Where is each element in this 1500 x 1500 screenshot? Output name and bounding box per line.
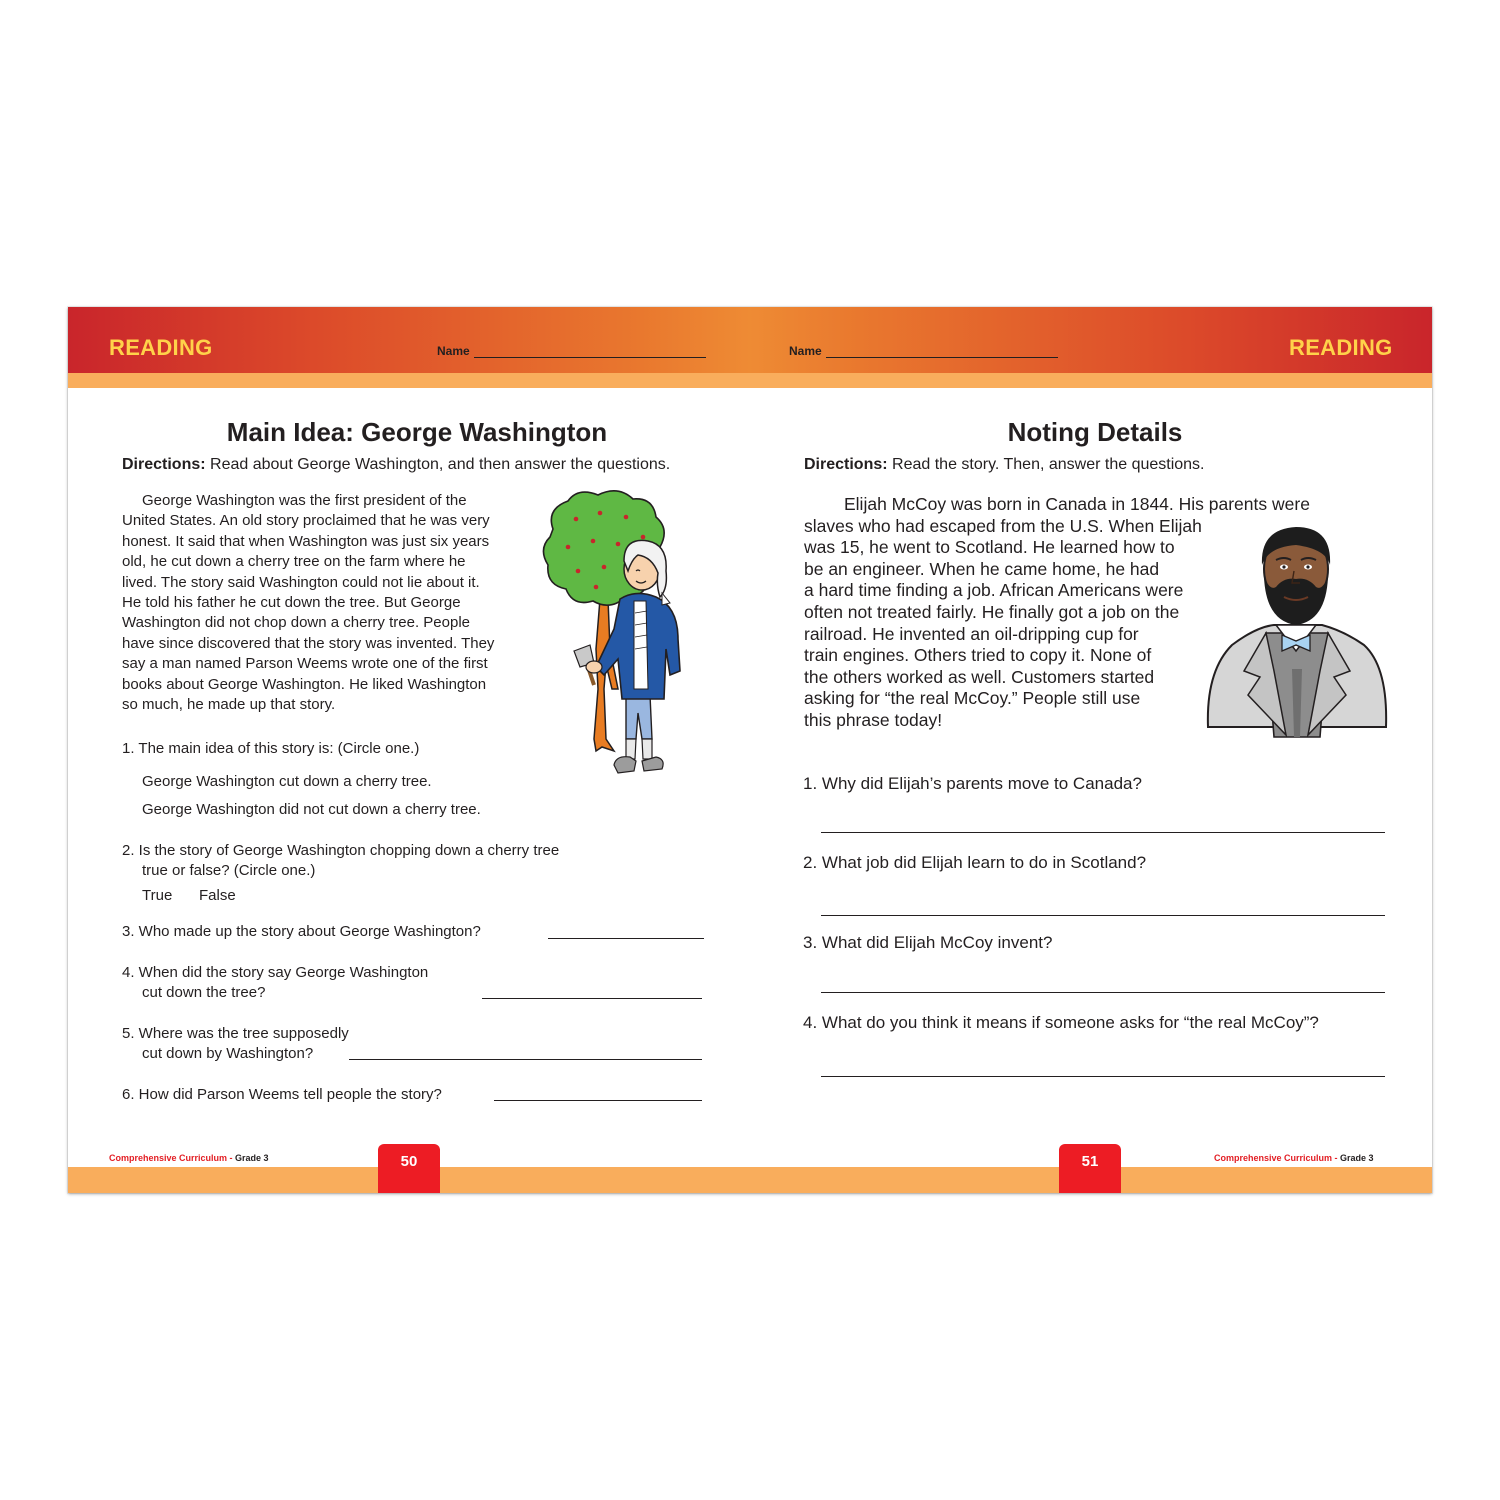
answer-line[interactable] [821,992,1385,993]
footer-left: Comprehensive Curriculum - Grade 3 [109,1153,269,1163]
answer-option[interactable]: George Washington cut down a cherry tree. [142,773,432,790]
directions-text: Read about George Washington, and then answer the questions. [205,456,671,473]
section-label-left: READING [109,335,213,360]
directions-text: Read the story. Then, answer the questions. [887,456,1205,473]
answer-option-false[interactable]: False [199,887,236,904]
name-field-left[interactable] [437,344,706,358]
answer-line[interactable] [821,915,1385,916]
name-field-right[interactable] [789,344,1058,358]
answer-line[interactable] [821,832,1385,833]
answer-line[interactable] [482,998,702,999]
passage-line: He told his father he cut down the tree. But George [122,594,461,612]
passage-line: honest. It said that when Washington was just six years [122,532,490,550]
mccoy-question-1: 1. Why did Elijah’s parents move to Canada? [803,774,1142,793]
page-number-tab-51: 51 [1059,1144,1121,1193]
question-2-continued: true or false? (Circle one.) [142,862,316,879]
question-3: 3. Who made up the story about George Washington? [122,923,481,940]
washington-passage [122,491,542,715]
passage-line: George Washington was the first president of the [142,492,467,509]
question-1: 1. The main idea of this story is: (Circle one.) [122,740,420,757]
mccoy-question-3: 3. What did Elijah McCoy invent? [803,933,1053,952]
name-label: Name [789,344,822,358]
passage-line: often not treated fairly. He finally got a job on the [804,601,1180,622]
workbook-spread [68,307,1432,1193]
page-number-tab-50: 50 [378,1144,440,1193]
passage-line: so much, he made up that story. [122,696,336,714]
passage-line: railroad. He invented an oil-dripping cup for [804,623,1139,644]
passage-line: be an engineer. When he came home, he had [804,558,1160,579]
answer-option-true[interactable]: True [142,887,173,904]
george-washington-cherry-tree-illustration [538,489,718,781]
passage-line: Elijah McCoy was born in Canada in 1844. His parents were [844,494,1310,514]
passage-line: books about George Washington. He liked Washington [122,675,487,693]
question-4-continued: cut down the tree? [142,984,266,1001]
passage-line: lived. The story said Washington could not lie about it. [122,573,480,591]
question-4: 4. When did the story say George Washington [122,964,429,981]
question-5: 5. Where was the tree supposedly [122,1025,349,1042]
passage-line: Washington did not chop down a cherry tree. People [122,614,470,632]
right-directions [804,456,1205,474]
name-line [826,348,1058,358]
passage-line: slaves who had escaped from the U.S. When Elijah [804,515,1202,536]
right-page-title: Noting Details [1007,417,1183,447]
footer-stripe [68,1167,1432,1193]
passage-line: a hard time finding a job. African Americans were [804,580,1184,601]
passage-line: United States. An old story proclaimed that he was very [122,512,490,530]
question-6: 6. How did Parson Weems tell people the story? [122,1086,442,1103]
passage-line: say a man named Parson Weems wrote one of the first [122,655,488,673]
left-directions [122,456,670,474]
footer-right: Comprehensive Curriculum - Grade 3 [1214,1153,1374,1163]
header-stripe [68,373,1432,388]
question-5-continued: cut down by Washington? [142,1045,314,1062]
left-page-title: Main Idea: George Washington [226,417,608,447]
passage-line: have since discovered that the story was invented. They [122,634,495,652]
section-label-right: READING [1289,335,1393,360]
mccoy-question-2: 2. What job did Elijah learn to do in Scotland? [803,853,1147,872]
answer-line[interactable] [821,1076,1385,1077]
name-label: Name [437,344,470,358]
answer-line[interactable] [548,938,704,939]
answer-option[interactable]: George Washington did not cut down a cherry tree. [142,801,481,818]
passage-line: train engines. Others tried to copy it. None of [804,645,1152,666]
mccoy-question-4: 4. What do you think it means if someone asks for “the real McCoy”? [803,1013,1319,1032]
directions-label: Directions: [122,456,206,473]
passage-line: the others worked as well. Customers started [804,666,1155,687]
passage-line: was 15, he went to Scotland. He learned how to [804,537,1175,558]
question-2: 2. Is the story of George Washington chopping down a cherry tree [122,842,560,859]
answer-line[interactable] [349,1059,702,1060]
answer-line[interactable] [494,1100,702,1101]
passage-line: asking for “the real McCoy.” People still use [804,688,1141,709]
directions-label: Directions: [804,456,888,473]
passage-line: old, he cut down a cherry tree on the farm where he [122,553,466,571]
header-band [68,307,1432,373]
passage-line: this phrase today! [804,709,943,730]
name-line [474,348,706,358]
elijah-mccoy-portrait-illustration [1204,521,1390,743]
